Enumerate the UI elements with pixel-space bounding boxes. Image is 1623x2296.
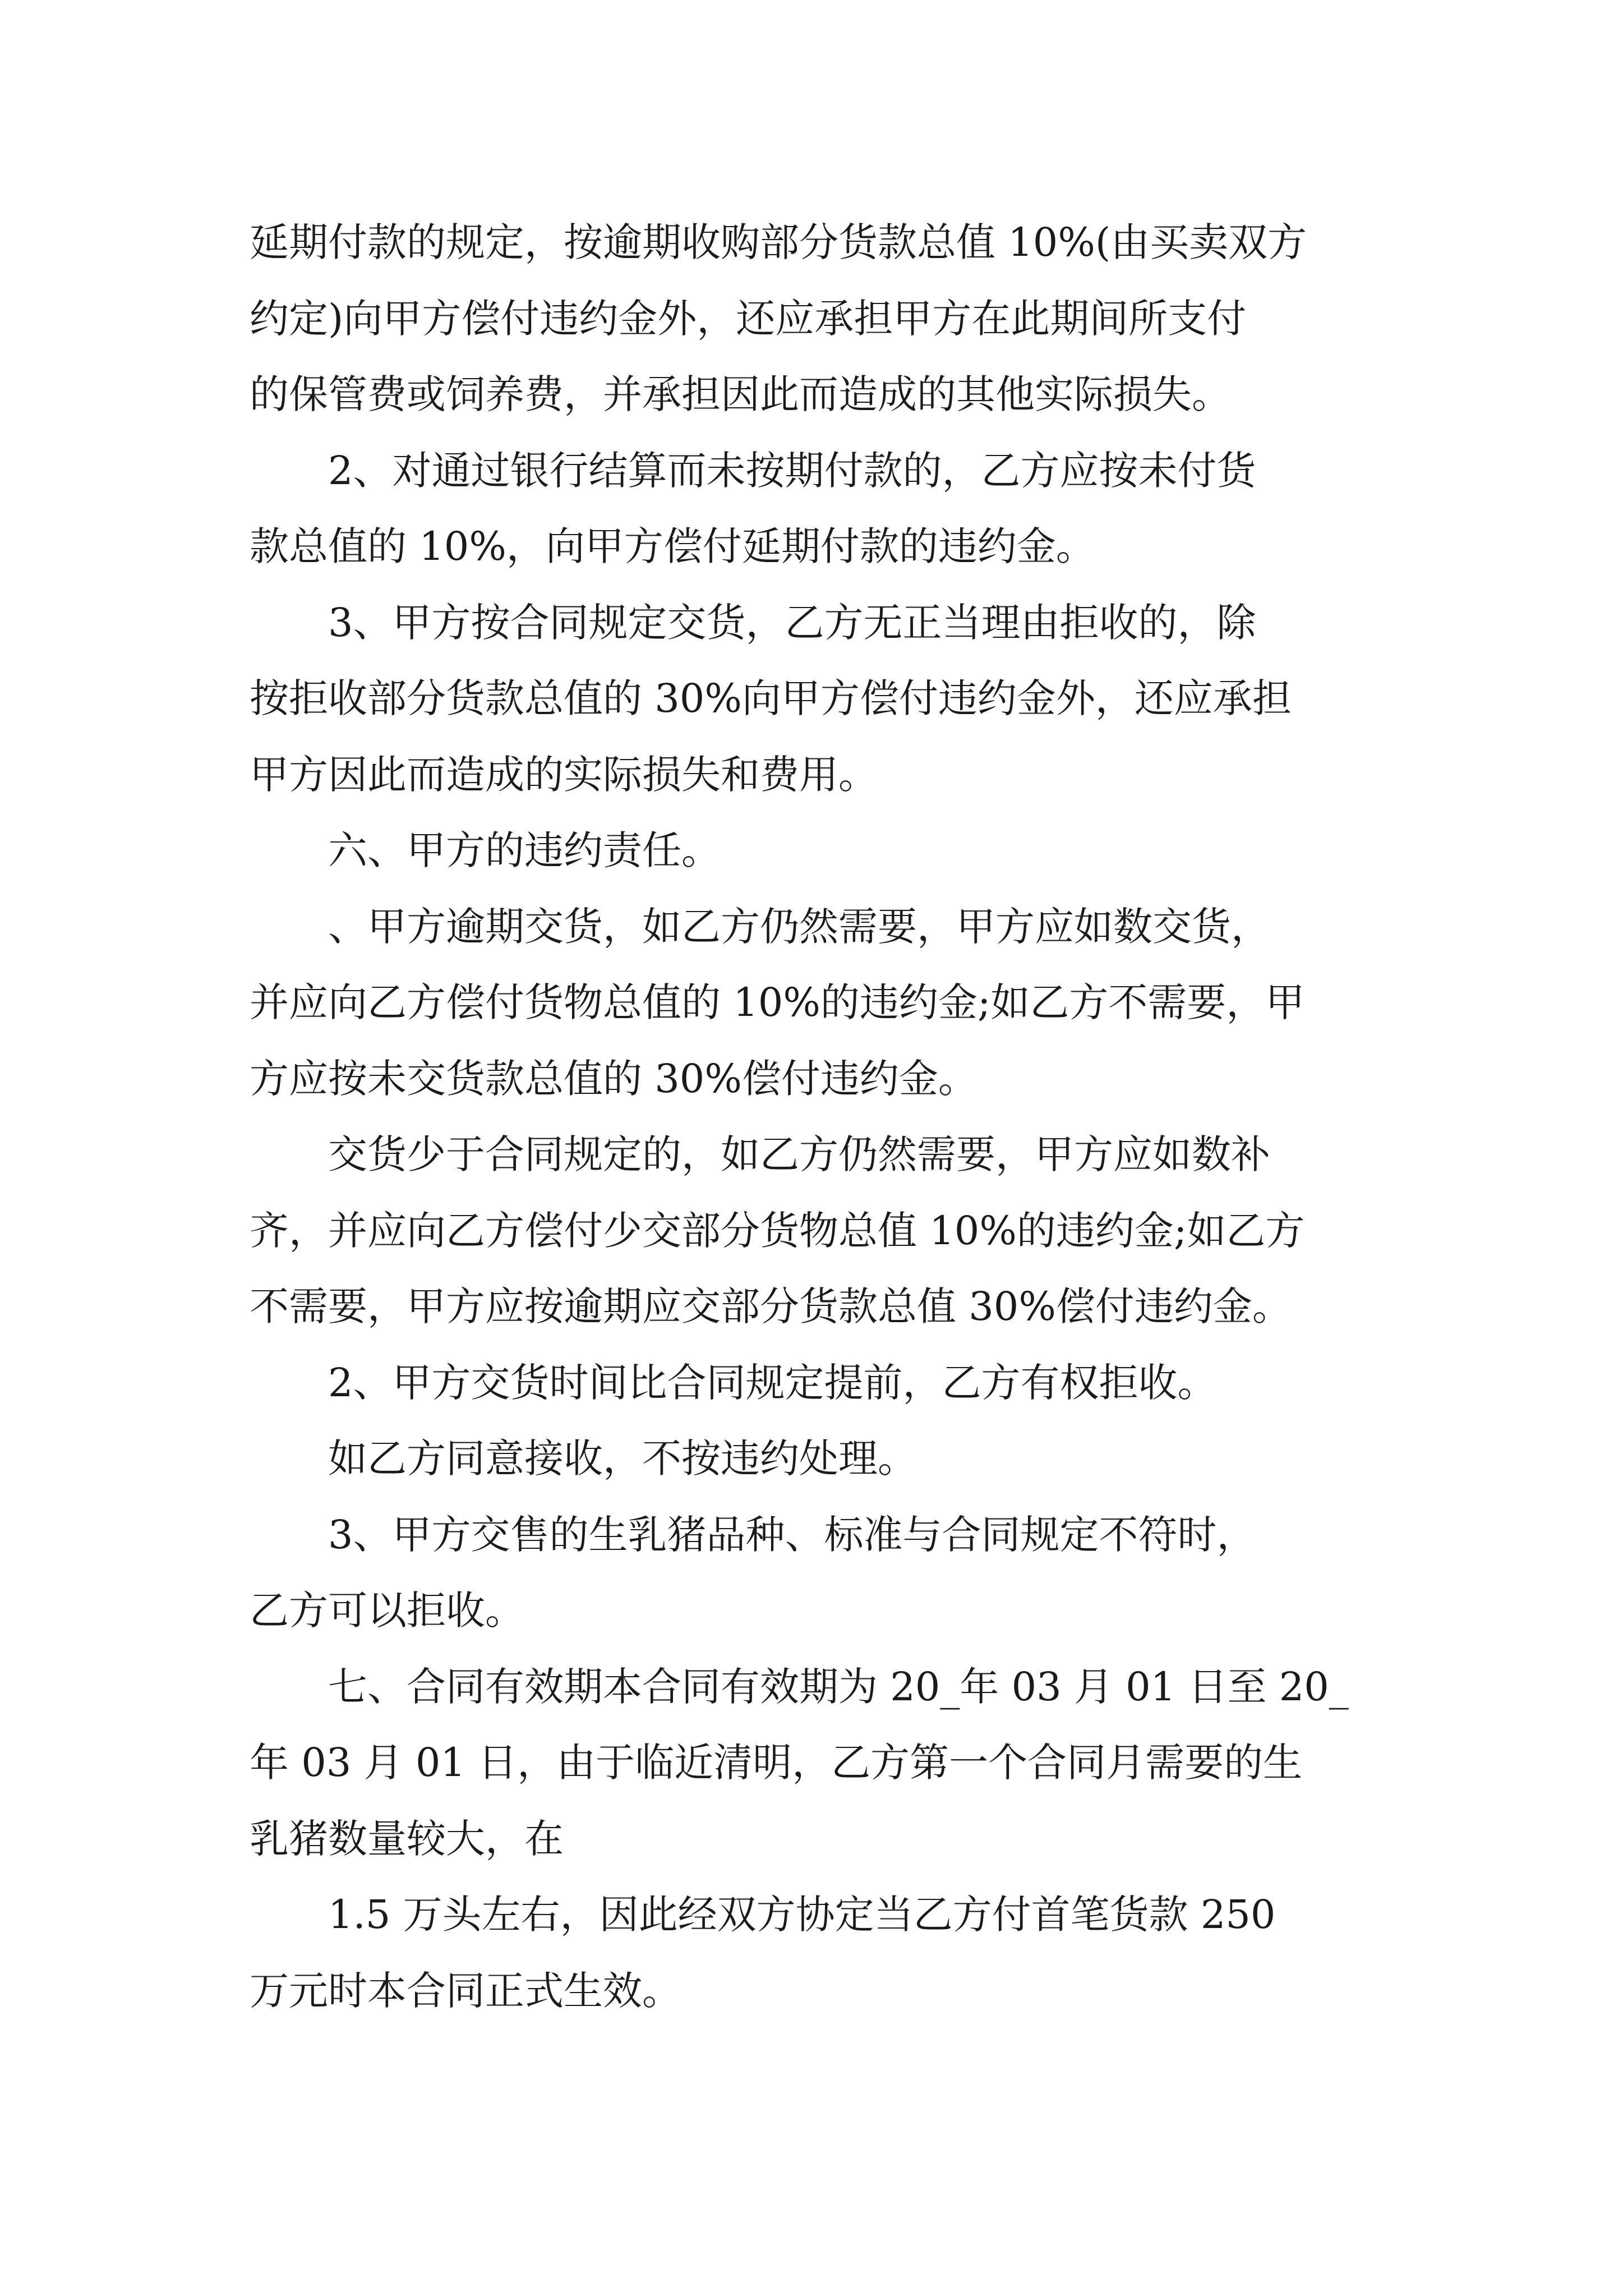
text-line: 3、甲方交售的生乳猪品种、标准与合同规定不符时， — [250, 1511, 1256, 1558]
text-line: 2、甲方交货时间比合同规定提前，乙方有权拒收。 — [250, 1359, 1217, 1406]
text-line: 约定)向甲方偿付违约金外，还应承担甲方在此期间所支付 — [250, 295, 1247, 342]
text-line: 如乙方同意接收，不按违约处理。 — [250, 1435, 917, 1481]
text-line: 款总值的 10%，向甲方偿付延期付款的违约金。 — [250, 523, 1095, 569]
text-line: 甲方因此而造成的实际损失和费用。 — [250, 751, 878, 798]
text-line: 的保管费或饲养费，并承担因此而造成的其他实际损失。 — [250, 371, 1231, 417]
text-line: 乳猪数量较大，在 — [250, 1815, 564, 1862]
text-line: 3、甲方按合同规定交货，乙方无正当理由拒收的，除 — [250, 599, 1256, 646]
text-line: 齐，并应向乙方偿付少交部分货物总值 10%的违约金;如乙方 — [250, 1207, 1305, 1254]
contract-body-text — [250, 205, 1388, 2029]
text-line: 1.5 万头左右，因此经双方协定当乙方付首笔货款 250 — [250, 1892, 1276, 1938]
text-line: 并应向乙方偿付货物总值的 10%的违约金;如乙方不需要，甲 — [250, 979, 1305, 1025]
text-line: 年 03 月 01 日，由于临近清明，乙方第一个合同月需要的生 — [250, 1740, 1303, 1786]
text-line: 不需要，甲方应按逾期应交部分货款总值 30%偿付违约金。 — [250, 1283, 1292, 1329]
section-heading: 六、甲方的违约责任。 — [250, 827, 721, 873]
text-line: 交货少于合同规定的，如乙方仍然需要，甲方应如数补 — [250, 1131, 1270, 1177]
text-line: 、甲方逾期交货，如乙方仍然需要，甲方应如数交货， — [250, 903, 1270, 950]
section-heading: 七、合同有效期本合同有效期为 20_年 03 月 01 日至 20_ — [250, 1663, 1349, 1710]
text-line: 万元时本合同正式生效。 — [250, 1967, 681, 2014]
text-line: 延期付款的规定，按逾期收购部分货款总值 10%(由买卖双方 — [250, 219, 1307, 265]
text-line: 乙方可以拒收。 — [250, 1588, 524, 1634]
text-line: 按拒收部分货款总值的 30%向甲方偿付违约金外，还应承担 — [250, 675, 1292, 721]
text-line: 2、对通过银行结算而未按期付款的，乙方应按未付货 — [250, 447, 1256, 494]
text-line: 方应按未交货款总值的 30%偿付违约金。 — [250, 1055, 978, 1102]
